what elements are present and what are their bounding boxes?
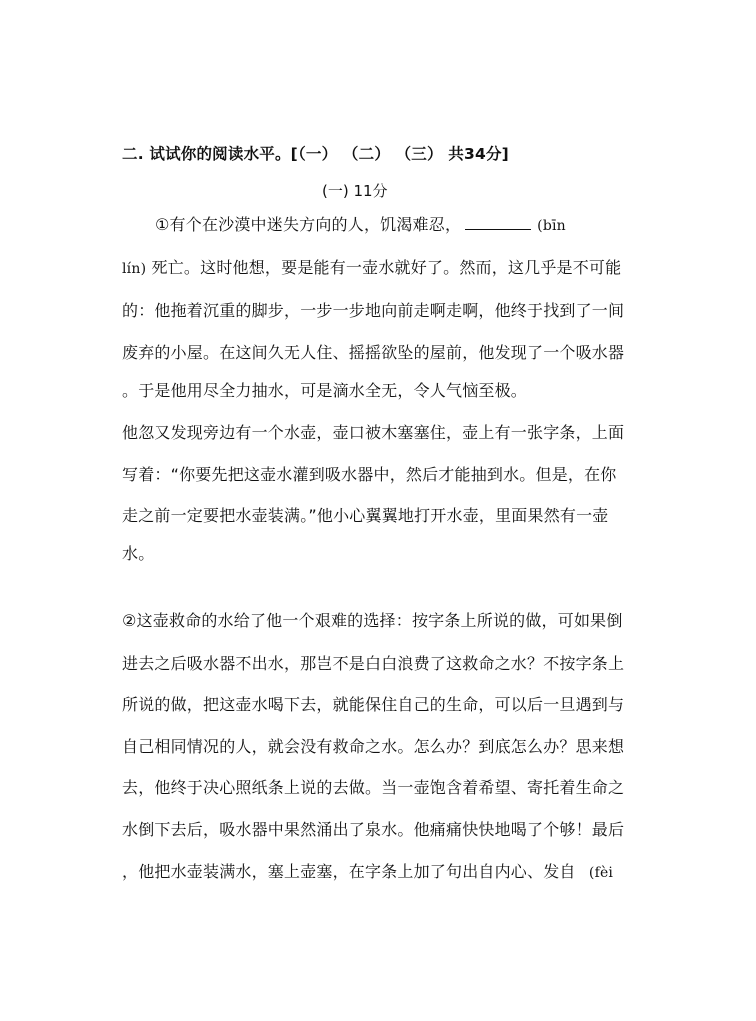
paragraph2-line7-text: ，他把水壶装满水，塞上壶塞，在字条上加了句出自内心、发自 [122, 862, 576, 881]
pinyin-hint: (bīn [537, 218, 566, 234]
paragraph1-line3: 的：他拖着沉重的脚步，一步一步地向前走啊走啊，他终于找到了一间 [122, 301, 625, 320]
paragraph2-line2: 进去之后吸水器不出水，那岂不是白白浪费了这救命之水？不按字条上 [122, 654, 625, 673]
paragraph1-line4: 废弃的小屋。在这间久无人住、摇摇欲坠的屋前，他发现了一个吸水器 [122, 343, 625, 362]
paragraph1-line1 [155, 214, 566, 237]
paragraph1-line5: 。于是他用尽全力抽水，可是滴水全无，令人气恼至极。 [122, 381, 528, 400]
paragraph2-line6: 水倒下去后，吸水器中果然涌出了泉水。他痛痛快快地喝了个够！最后 [122, 820, 625, 839]
paragraph1-line2 [122, 257, 621, 280]
subsection-title: (一) 11分 [322, 182, 388, 200]
section-heading: 二. 试试你的阅读水平。[（一） （二） （三） 共34分] [122, 145, 509, 163]
paragraph2-line1: ②这壶救命的水给了他一个艰难的选择：按字条上所说的做，可如果倒 [122, 611, 623, 630]
paragraph2-line5: 去，他终于决心照纸条上说的去做。当一壶饱含着希望、寄托着生命之 [122, 778, 625, 797]
paragraph2-line7 [122, 861, 613, 884]
paragraph2-line3: 所说的做，把这壶水喝下去，就能保住自己的生命，可以后一旦遇到与 [122, 695, 625, 714]
paragraph1-line2-text: 死亡。这时他想，要是能有一壶水就好了。然而，这几乎是不可能 [151, 258, 622, 277]
paragraph2-line4: 自己相同情况的人，就会没有救命之水。怎么办？到底怎么办？思来想 [122, 737, 625, 756]
fill-in-blank[interactable] [465, 215, 531, 230]
paragraph1-line7: 写着：“你要先把这壶水灌到吸水器中，然后才能抽到水。但是，在你 [122, 465, 617, 484]
pinyin-hint: lín) [122, 261, 147, 277]
paragraph1-line9: 水。 [122, 544, 155, 563]
paragraph1-line8: 走之前一定要把水壶装满。”他小心翼翼地打开水壶，里面果然有一壶 [122, 506, 609, 525]
paragraph1-line6: 他忽又发现旁边有一个水壶，壶口被木塞塞住，壶上有一张字条，上面 [122, 423, 625, 442]
paragraph1-line1-text: ①有个在沙漠中迷失方向的人，饥渴难忍， [155, 215, 462, 234]
pinyin-hint: (fèi [588, 865, 614, 881]
